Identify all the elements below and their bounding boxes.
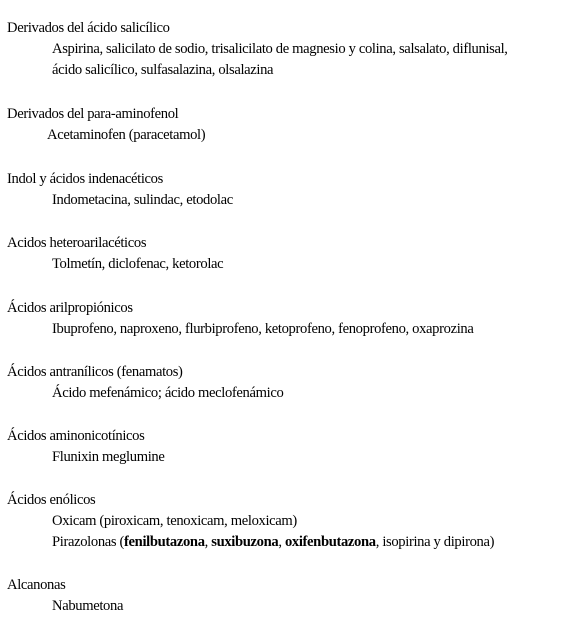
drug-oxifenbutazona: oxifenbutazona: [284, 534, 376, 550]
section-line: Ibuprofeno, naproxeno, flurbiprofeno, ketoprofeno, fenoprofeno, oxaprozina: [52, 321, 474, 337]
section-indole-indeneacetic-acids: [7, 169, 577, 211]
pirazolonas-suffix: , isopirina y dipirona): [375, 534, 495, 550]
section-line: Tolmetín, diclofenac, ketorolac: [52, 256, 224, 272]
drug-suxibuzona: suxibuzona: [211, 534, 279, 550]
section-line: Aspirina, salicilato de sodio, trisalicilato de magnesio y colina, salsalato, diflunisal,: [52, 41, 508, 57]
separator: ,: [278, 534, 285, 550]
section-heading: Ácidos antranílicos (fenamatos): [7, 364, 183, 380]
section-line: Acetaminofen (paracetamol): [47, 127, 206, 143]
section-salicylic-derivatives: [7, 18, 577, 81]
section-line: Flunixin meglumine: [52, 449, 165, 465]
section-heading: Alcanonas: [7, 577, 66, 593]
section-line: Ácido mefenámico; ácido meclofenámico: [52, 385, 284, 401]
section-aminonicotinic-acids: [7, 426, 577, 468]
section-line: ácido salicílico, sulfasalazina, olsalazina: [52, 62, 274, 78]
section-line: Nabumetona: [52, 598, 124, 614]
section-heading: Derivados del ácido salicílico: [7, 20, 170, 36]
section-arylpropionic-acids: [7, 298, 577, 340]
section-enolic-acids: [7, 490, 577, 553]
section-para-aminophenol-derivatives: [7, 104, 577, 146]
pirazolonas-line: [7, 532, 577, 553]
pirazolonas-prefix: Pirazolonas (: [52, 534, 125, 550]
section-heading: Acidos heteroarilacéticos: [7, 235, 147, 251]
section-heading: Indol y ácidos indenacéticos: [7, 171, 163, 187]
section-heading: Ácidos arilpropiónicos: [7, 300, 133, 316]
section-anthranilic-acids: [7, 362, 577, 404]
section-heteroarylacetic-acids: [7, 233, 577, 275]
section-heading: Ácidos aminonicotínicos: [7, 428, 145, 444]
section-heading: Derivados del para-aminofenol: [7, 106, 179, 122]
separator: ,: [204, 534, 212, 550]
section-line: Oxicam (piroxicam, tenoxicam, meloxicam): [52, 513, 297, 529]
section-alkanones: [7, 575, 577, 617]
drug-fenilbutazona: fenilbutazona: [124, 534, 205, 550]
section-heading: Ácidos enólicos: [7, 492, 96, 508]
section-line: Indometacina, sulindac, etodolac: [52, 192, 233, 208]
